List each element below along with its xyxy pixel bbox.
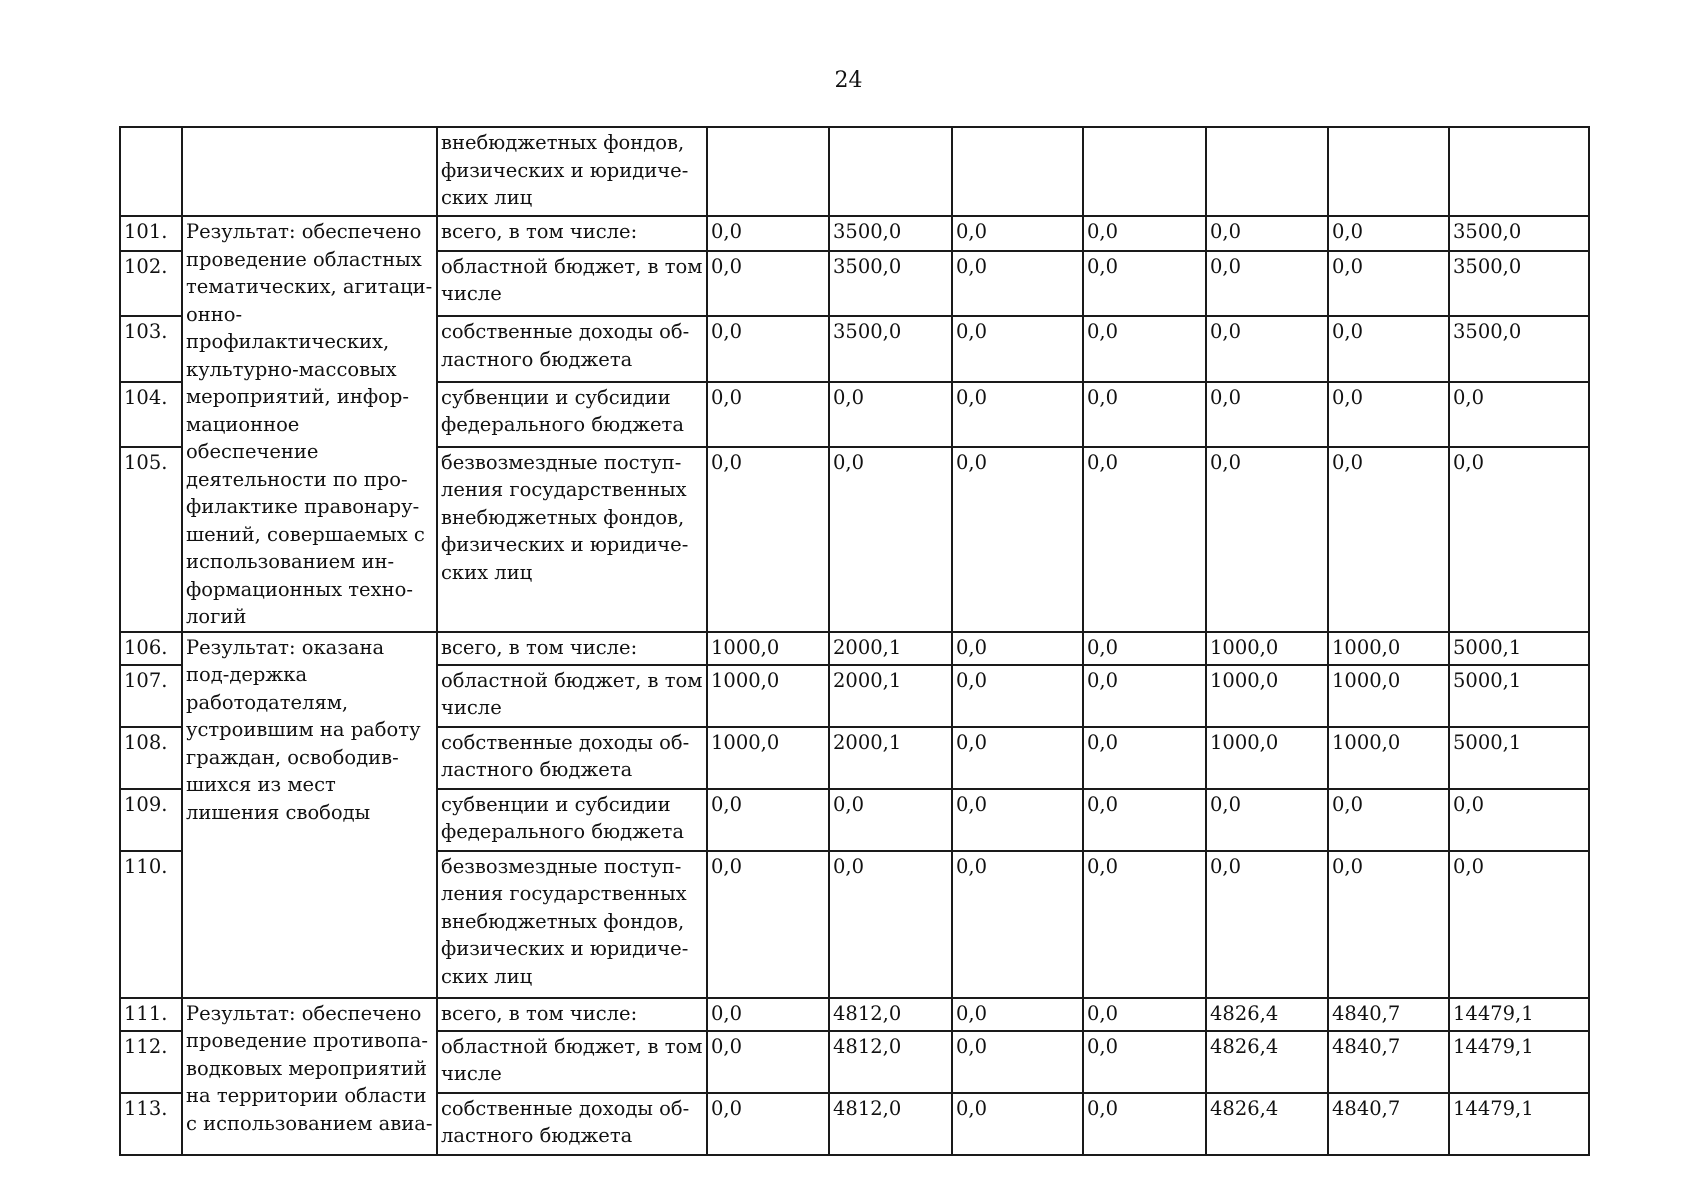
row-number-cell: 111.: [120, 998, 182, 1031]
value-cell: 0,0: [952, 727, 1083, 789]
value-cell: 4812,0: [829, 998, 952, 1031]
value-cell: 0,0: [952, 382, 1083, 447]
value-cell: 0,0: [1328, 447, 1449, 632]
budget-table: [119, 126, 1590, 1156]
value-cell: 0,0: [1083, 1093, 1206, 1155]
value-cell: 0,0: [829, 382, 952, 447]
value-cell: 0,0: [1083, 665, 1206, 727]
value-cell: 0,0: [707, 316, 829, 381]
table-row: [120, 632, 1589, 665]
value-cell: 0,0: [707, 216, 829, 251]
value-cell: 0,0: [952, 632, 1083, 665]
funding-source-cell: безвозмездные поступ-ления государственных внебюджетных фондов, физических и юридиче-ских лиц: [437, 851, 707, 998]
row-number-cell: 105.: [120, 447, 182, 632]
value-cell: [1206, 127, 1328, 216]
funding-source-cell: субвенции и субсидии федерального бюджета: [437, 382, 707, 447]
value-cell: 4826,4: [1206, 1031, 1328, 1093]
value-cell: 0,0: [707, 447, 829, 632]
value-cell: 3500,0: [829, 251, 952, 316]
value-cell: 0,0: [952, 316, 1083, 381]
row-number-cell: [120, 127, 182, 216]
funding-source-cell: собственные доходы об-ластного бюджета: [437, 316, 707, 381]
value-cell: [1449, 127, 1589, 216]
funding-source-cell: всего, в том числе:: [437, 216, 707, 251]
value-cell: 1000,0: [1206, 632, 1328, 665]
row-number-cell: 101.: [120, 216, 182, 251]
funding-source-cell: собственные доходы об-ластного бюджета: [437, 727, 707, 789]
total-value-cell: 3500,0: [1449, 251, 1589, 316]
value-cell: 4812,0: [829, 1093, 952, 1155]
value-cell: 0,0: [707, 1031, 829, 1093]
value-cell: 0,0: [1206, 447, 1328, 632]
value-cell: 0,0: [1083, 216, 1206, 251]
row-number-cell: 104.: [120, 382, 182, 447]
page-number: 24: [834, 68, 863, 93]
result-description-cell: Результат: оказана под-держка работодателям, устроившим на работу граждан, освободив-шихся из мест лишения свободы: [182, 632, 437, 998]
total-value-cell: 5000,1: [1449, 727, 1589, 789]
value-cell: [829, 127, 952, 216]
value-cell: 0,0: [1206, 382, 1328, 447]
continuation-row: [120, 127, 1589, 216]
value-cell: 0,0: [1083, 447, 1206, 632]
value-cell: 0,0: [707, 851, 829, 998]
value-cell: [952, 127, 1083, 216]
value-cell: 1000,0: [707, 727, 829, 789]
value-cell: 0,0: [952, 251, 1083, 316]
total-value-cell: 5000,1: [1449, 632, 1589, 665]
value-cell: 4840,7: [1328, 1031, 1449, 1093]
funding-source-cell: областной бюджет, в том числе: [437, 665, 707, 727]
value-cell: 1000,0: [1328, 632, 1449, 665]
value-cell: 0,0: [707, 251, 829, 316]
value-cell: 0,0: [707, 998, 829, 1031]
value-cell: 0,0: [1083, 1031, 1206, 1093]
row-number-cell: 112.: [120, 1031, 182, 1093]
total-value-cell: 5000,1: [1449, 665, 1589, 727]
total-value-cell: 14479,1: [1449, 1093, 1589, 1155]
value-cell: 0,0: [829, 789, 952, 851]
table-row: [120, 216, 1589, 251]
value-cell: 0,0: [1328, 316, 1449, 381]
table-body: [120, 127, 1589, 1155]
total-value-cell: 14479,1: [1449, 1031, 1589, 1093]
total-value-cell: 3500,0: [1449, 316, 1589, 381]
value-cell: 4840,7: [1328, 998, 1449, 1031]
value-cell: 0,0: [1083, 316, 1206, 381]
funding-source-cell: безвозмездные поступ-ления государственных внебюджетных фондов, физических и юридиче-ских лиц: [437, 447, 707, 632]
value-cell: 0,0: [1328, 216, 1449, 251]
value-cell: 0,0: [1328, 789, 1449, 851]
value-cell: 0,0: [829, 447, 952, 632]
row-number-cell: 106.: [120, 632, 182, 665]
total-value-cell: 0,0: [1449, 851, 1589, 998]
funding-source-cell: всего, в том числе:: [437, 632, 707, 665]
value-cell: 4840,7: [1328, 1093, 1449, 1155]
value-cell: 0,0: [1206, 216, 1328, 251]
row-number-cell: 107.: [120, 665, 182, 727]
value-cell: 0,0: [829, 851, 952, 998]
value-cell: 0,0: [1206, 316, 1328, 381]
value-cell: 0,0: [1083, 251, 1206, 316]
value-cell: 2000,1: [829, 665, 952, 727]
row-number-cell: 113.: [120, 1093, 182, 1155]
value-cell: 3500,0: [829, 216, 952, 251]
value-cell: 1000,0: [1206, 665, 1328, 727]
value-cell: 1000,0: [1328, 665, 1449, 727]
value-cell: [1328, 127, 1449, 216]
value-cell: 2000,1: [829, 632, 952, 665]
funding-source-cell: субвенции и субсидии федерального бюджета: [437, 789, 707, 851]
row-number-cell: 110.: [120, 851, 182, 998]
value-cell: 0,0: [952, 447, 1083, 632]
funding-source-cell: областной бюджет, в том числе: [437, 251, 707, 316]
value-cell: 0,0: [707, 382, 829, 447]
description-cell: [182, 127, 437, 216]
value-cell: [1083, 127, 1206, 216]
value-cell: 0,0: [952, 851, 1083, 998]
value-cell: 4812,0: [829, 1031, 952, 1093]
value-cell: 0,0: [1328, 851, 1449, 998]
total-value-cell: 3500,0: [1449, 216, 1589, 251]
total-value-cell: 0,0: [1449, 382, 1589, 447]
value-cell: 0,0: [1328, 251, 1449, 316]
total-value-cell: 0,0: [1449, 447, 1589, 632]
value-cell: 0,0: [1206, 851, 1328, 998]
result-description-cell: Результат: обеспечено проведение противопа-водковых мероприятий на территории области с использованием авиа-: [182, 998, 437, 1155]
row-number-cell: 108.: [120, 727, 182, 789]
funding-source-cell: областной бюджет, в том числе: [437, 1031, 707, 1093]
value-cell: 0,0: [1328, 382, 1449, 447]
value-cell: 0,0: [1083, 998, 1206, 1031]
value-cell: 4826,4: [1206, 998, 1328, 1031]
value-cell: 0,0: [952, 1031, 1083, 1093]
value-cell: 0,0: [707, 1093, 829, 1155]
row-number-cell: 102.: [120, 251, 182, 316]
value-cell: 1000,0: [1328, 727, 1449, 789]
value-cell: 0,0: [952, 216, 1083, 251]
total-value-cell: 0,0: [1449, 789, 1589, 851]
funding-source-cell: внебюджетных фондов, физических и юридиче-ских лиц: [437, 127, 707, 216]
row-number-cell: 109.: [120, 789, 182, 851]
funding-source-cell: всего, в том числе:: [437, 998, 707, 1031]
value-cell: 0,0: [1083, 382, 1206, 447]
table-row: [120, 998, 1589, 1031]
value-cell: 0,0: [1083, 789, 1206, 851]
value-cell: 0,0: [1083, 632, 1206, 665]
value-cell: 1000,0: [1206, 727, 1328, 789]
value-cell: 3500,0: [829, 316, 952, 381]
value-cell: [707, 127, 829, 216]
value-cell: 4826,4: [1206, 1093, 1328, 1155]
funding-source-cell: собственные доходы об-ластного бюджета: [437, 1093, 707, 1155]
value-cell: 0,0: [1206, 789, 1328, 851]
value-cell: 0,0: [952, 789, 1083, 851]
value-cell: 1000,0: [707, 632, 829, 665]
value-cell: 1000,0: [707, 665, 829, 727]
value-cell: 0,0: [952, 998, 1083, 1031]
value-cell: 0,0: [952, 1093, 1083, 1155]
value-cell: 0,0: [952, 665, 1083, 727]
total-value-cell: 14479,1: [1449, 998, 1589, 1031]
row-number-cell: 103.: [120, 316, 182, 381]
value-cell: 0,0: [707, 789, 829, 851]
result-description-cell: Результат: обеспечено проведение областных тематических, агитаци-онно-профилактических, культурно-массовых мероприятий, инфор-мационное обеспечение деятельности по про-филактике правонару-шений, совершаемых с использованием ин-формационных техно-логий: [182, 216, 437, 632]
value-cell: 2000,1: [829, 727, 952, 789]
value-cell: 0,0: [1206, 251, 1328, 316]
value-cell: 0,0: [1083, 727, 1206, 789]
value-cell: 0,0: [1083, 851, 1206, 998]
